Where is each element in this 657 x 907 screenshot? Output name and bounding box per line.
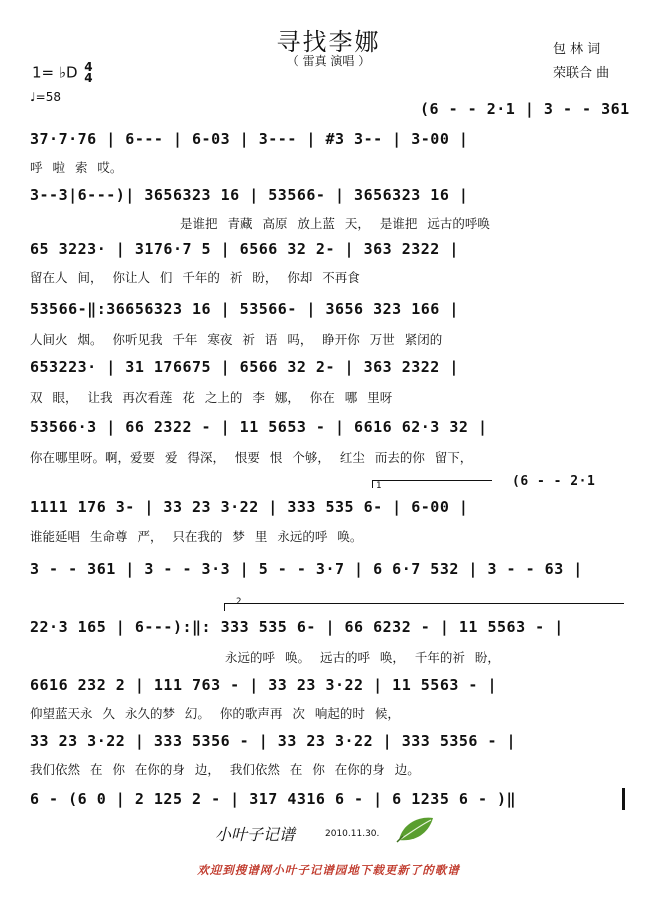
time-signature — [84, 62, 92, 84]
score-row-4: 53566-‖:36656323 16 | 53566- | 3656 323 166 | — [30, 300, 459, 318]
lyric-row-2: 是谁把 青藏 高原 放上蓝 天， 是谁把 远古的呼唤 — [180, 216, 490, 231]
score-row-9: 22·3 165 | 6---):‖: 333 535 6- | 66 6232 - | 11 5563 - | — [30, 618, 564, 636]
key-signature — [32, 62, 93, 84]
score-row-1: 37·7·76 | 6--- | 6-03 | 3--- | #3 3-- | 3-00 | — [30, 130, 469, 148]
lyric-row-10: 仰望蓝天永 久 永久的梦 幻。 你的歌声再 次 响起的时 候， — [30, 706, 400, 721]
volta-one-bracket-start — [372, 480, 373, 488]
volta-one-bracket-line — [372, 480, 492, 481]
score-row-6: 53566·3 | 66 2322 - | 11 5653 - | 6616 62·3 32 | — [30, 418, 488, 436]
score-row-11: 33 23 3·22 | 333 5356 - | 33 23 3·22 | 333 5356 - | — [30, 732, 517, 750]
inline-volta-notation: (6 - - 2·1 — [512, 474, 596, 489]
score-row-5: 653223· | 31 176675 | 6566 32 2- | 363 2322 | — [30, 358, 459, 376]
volta-one-label: 1 — [376, 481, 382, 491]
time-bottom: 4 — [84, 71, 93, 85]
volta-two-label: 2 — [236, 597, 242, 607]
tempo-marking: ♩=58 — [30, 90, 61, 104]
time-top: 4 — [84, 60, 93, 74]
singer-subtitle: （ 雷真 演唱 ） — [286, 54, 371, 68]
score-row-8: 3 - - 361 | 3 - - 3·3 | 5 - - 3·7 | 6 6·7 532 | 3 - - 63 | — [30, 560, 583, 578]
score-row-10: 6616 232 2 | 111 763 - | 33 23 3·22 | 11 5563 - | — [30, 676, 498, 694]
volta-two-bracket-start — [224, 603, 225, 611]
lyricist-credit: 包 林 词 — [553, 42, 601, 57]
score-row-2: 3--3|6---)| 3656323 16 | 53566- | 3656323 16 | — [30, 186, 469, 204]
lyric-row-11: 我们依然 在 你 在你的身 边， 我们依然 在 你 在你的身 边。 — [30, 762, 420, 777]
lyric-row-3: 留在人 间， 你让人 们 千年的 祈 盼， 你却 不再食 — [30, 270, 360, 285]
transcription-date: 2010.11.30. — [325, 829, 380, 839]
lyric-row-9: 永远的呼 唤。 远古的呼 唤， 千年的祈 盼， — [225, 650, 500, 665]
song-title: 寻找李娜 — [276, 28, 381, 56]
volta-two-bracket-line — [224, 603, 624, 604]
score-row-12: 6 - (6 0 | 2 125 2 - | 317 4316 6 - | 6 1235 6 - )‖ — [30, 790, 517, 808]
key-text: 1= ♭D — [32, 63, 78, 82]
footer-notice: 欢迎到搜谱网小叶子记谱园地下载更新了的歌谱 — [197, 863, 460, 877]
lyric-row-1: 呼 啦 索 哎。 — [30, 160, 123, 175]
final-barline — [622, 788, 625, 810]
lyric-row-7: 谁能延唱 生命尊 严， 只在我的 梦 里 永远的呼 唤。 — [30, 529, 363, 544]
transcriber-signature: 小叶子记谱 — [215, 825, 296, 844]
score-row-7: 1111 176 3- | 33 23 3·22 | 333 535 6- | 6-00 | — [30, 498, 469, 516]
score-row-3: 65 3223· | 3176·7 5 | 6566 32 2- | 363 2322 | — [30, 240, 459, 258]
leaf-icon — [395, 812, 437, 846]
lyric-row-5: 双 眼， 让我 再次看莲 花 之上的 李 娜， 你在 哪 里呀 — [30, 390, 393, 405]
lyric-row-6: 你在哪里呀。啊，爱要 爱 得深， 恨要 恨 个够， 红尘 而去的你 留下， — [30, 450, 473, 465]
composer-credit: 荣联合 曲 — [553, 66, 610, 81]
lyric-row-4: 人间火 烟。 你听见我 千年 寒夜 祈 语 吗， 睁开你 万世 紧闭的 — [30, 332, 443, 347]
intro-notation: (6 - - 2·1 | 3 - - 361 — [420, 100, 630, 118]
